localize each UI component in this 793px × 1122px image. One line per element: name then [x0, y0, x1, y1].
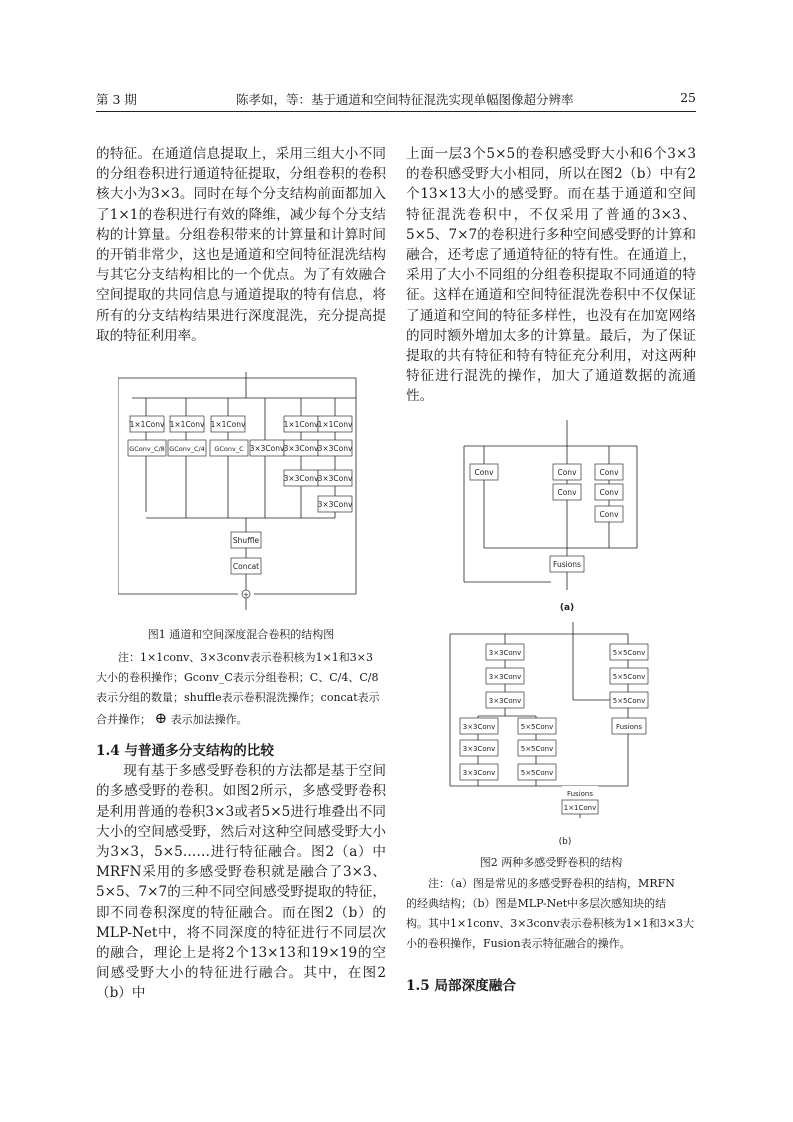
left-paragraph-2: 现有基于多感受野卷积的方法都是基于空间的多感受野的卷积。如图2所示，多感受野卷积是利用普通的卷积3×3或者5×5进行堆叠出不同大小的空间感受野，然后对这种空间感受野大小为3×3，5×5……进行特征融合。图2（a）中MRFN采用的多感受野卷积就是融合了3×3、5×5、7×7的三种不同空间感受野提取的特征，即不同卷积深度的特征融合。而在图2（b）的MLP-Net中，将不同深度的特征进行不同层次的融合，理论上是将2个13×13和19×19的空间感受野大小的特征进行融合。其中，在图2（b）中	[96, 763, 386, 1002]
fig1-note-line-4b: 表示加法操作。	[170, 713, 248, 726]
fig2b-c33-6: 3×3Conv	[462, 769, 496, 777]
right-paragraph-1: 上面一层3个5×5的卷积感受野大小和6个3×3的卷积感受野大小相同，所以在图2（b）中有2个13×13大小的感受野。而在基于通道和空间特征混洗卷积中，不仅采用了普通的3×3、5×5、7×7的卷积进行多种空间感受野的计算和融合，还考虑了通道特征的特有性。在通道上，采用了大小不同组的分组卷积提取不同通道的特征。这样在通道和空间特征混洗卷积中不仅保证了通道和空间的特征多样性，也没有在加宽网络的同时额外增加太多的计算量。最后，为了保证提取的共有特征和特有特征充分利用，对这两种特征进行混洗的操作，加大了通道数据的流通性。	[406, 146, 696, 405]
fig1-gconv-c4: GConv_C/4	[169, 445, 205, 453]
fig1-conv3-f: 3×3Conv	[317, 500, 353, 509]
fig2b-c55-4: 5×5Conv	[612, 649, 646, 657]
fig2a-conv-2: Conv	[557, 468, 577, 477]
fig2b-fusions-right: Fusions	[615, 723, 643, 731]
figure-1-diagram	[118, 372, 366, 610]
fig1-conv1-d: 1×1Conv	[283, 420, 319, 429]
figure-2-caption: 图2 两种多感受野卷积的结构	[479, 856, 623, 869]
figure-2-note	[406, 874, 696, 954]
fig2b-c33-3: 3×3Conv	[488, 697, 522, 705]
fig2-note-line-1: 注：（a）图是常见的多感受野卷积的结构，MRFN	[428, 877, 675, 890]
fig2b-c55-5: 5×5Conv	[612, 673, 646, 681]
fig2b-fusions-bottom: Fusions	[566, 790, 594, 798]
running-header	[96, 90, 696, 110]
fig1-conv1-c: 1×1Conv	[210, 420, 246, 429]
fig2a-fusions: Fusions	[553, 560, 581, 569]
fig2b-c55-6: 5×5Conv	[612, 697, 646, 705]
fig2a-label: (a)	[559, 603, 575, 612]
fig1-conv3-c: 3×3Conv	[317, 444, 353, 453]
fig2-note-line-3: 构。其中1×1conv、3×3conv表示卷积核为1×1和3×3大	[406, 917, 695, 930]
fig1-conv3-e: 3×3Conv	[317, 474, 353, 483]
fig1-note-line-1: 注：1×1conv、3×3conv表示卷积核为1×1和3×3	[118, 651, 374, 664]
fig1-note-line-4a: 合并操作；	[96, 713, 151, 726]
fig2b-c55-2: 5×5Conv	[520, 745, 554, 753]
page-number: 25	[680, 90, 696, 105]
fig1-shuffle: Shuffle	[232, 536, 260, 545]
right-column-top	[406, 144, 696, 407]
fig1-note-line-3: 表示分组的数量；shuffle表示卷积混洗操作；concat表示	[96, 691, 380, 704]
fig1-gconv-c: GConv_C	[214, 445, 244, 453]
fig2b-c55-1: 5×5Conv	[520, 723, 554, 731]
fig1-add-symbol: +	[243, 591, 249, 599]
figure-1-note	[96, 648, 386, 730]
fig1-conv1-b: 1×1Conv	[169, 420, 205, 429]
fig2-note-line-2: 的经典结构；（b）图是MLP-Net中多层次感知块的结	[406, 897, 667, 910]
figure-1-caption: 图1 通道和空间深度混合卷积的结构图	[147, 628, 335, 641]
fig2a-conv-6: Conv	[599, 510, 619, 519]
fig1-concat: Concat	[232, 562, 260, 571]
figure-2a-diagram	[462, 420, 642, 612]
fig2b-c33-5: 3×3Conv	[462, 745, 496, 753]
fig2b-c33-2: 3×3Conv	[488, 673, 522, 681]
fig1-note-line-4	[96, 708, 386, 730]
oplus-symbol: ⊕	[154, 709, 168, 727]
fig2-note-line-4: 小的卷积操作，Fusion表示特征融合的操作。	[406, 937, 631, 950]
fig1-conv3-d: 3×3Conv	[283, 474, 319, 483]
fig2b-label: (b)	[558, 837, 572, 847]
fig2b-c33-1: 3×3Conv	[488, 649, 522, 657]
issue-number: 第 3 期	[96, 92, 137, 107]
section-heading-1-4: 1.4 与普通多分支结构的比较	[96, 743, 274, 759]
fig2b-c55-3: 5×5Conv	[520, 769, 554, 777]
fig1-gconv-c8: GConv_C/8	[129, 445, 165, 453]
fig2a-conv-5: Conv	[599, 488, 619, 497]
left-column-bottom	[96, 741, 386, 1004]
fig2a-conv-1: Conv	[474, 468, 494, 477]
fig1-conv3-b: 3×3Conv	[283, 444, 319, 453]
figure-2b-diagram	[448, 622, 688, 848]
left-paragraph-1: 的特征。在通道信息提取上，采用三组大小不同的分组卷积进行通道特征提取，分组卷积的卷积核大小为3×3。同时在每个分支结构前面都加入了1×1的卷积进行有效的降维，减少每个分支结构的计算量。分组卷积带来的计算量和计算时间的开销非常少，这也是通道和空间特征混洗结构与其它分支结构相比的一个优点。为了有效融合空间提取的共同信息与通道提取的特有信息，将所有的分支结构结果进行深度混洗，充分提高提取的特征利用率。	[96, 146, 386, 344]
left-column-top	[96, 144, 386, 346]
fig1-note-line-2: 大小的卷积操作；Gconv_C表示分组卷积；C、C/4、C/8	[96, 671, 379, 684]
fig2b-c33-4: 3×3Conv	[462, 723, 496, 731]
fig2b-c11: 1×1Conv	[563, 804, 597, 812]
running-title: 陈孝如，等：基于通道和空间特征混洗实现单幅图像超分辨率	[236, 92, 574, 107]
header-rule	[96, 111, 696, 112]
fig2a-conv-3: Conv	[557, 488, 577, 497]
section-heading-1-5: 1.5 局部深度融合	[406, 978, 516, 994]
fig1-conv1-a: 1×1Conv	[129, 420, 165, 429]
fig1-conv3-a: 3×3Conv	[249, 444, 285, 453]
right-column-bottom	[406, 976, 696, 996]
fig2a-conv-4: Conv	[599, 468, 619, 477]
fig1-conv1-e: 1×1Conv	[317, 420, 353, 429]
